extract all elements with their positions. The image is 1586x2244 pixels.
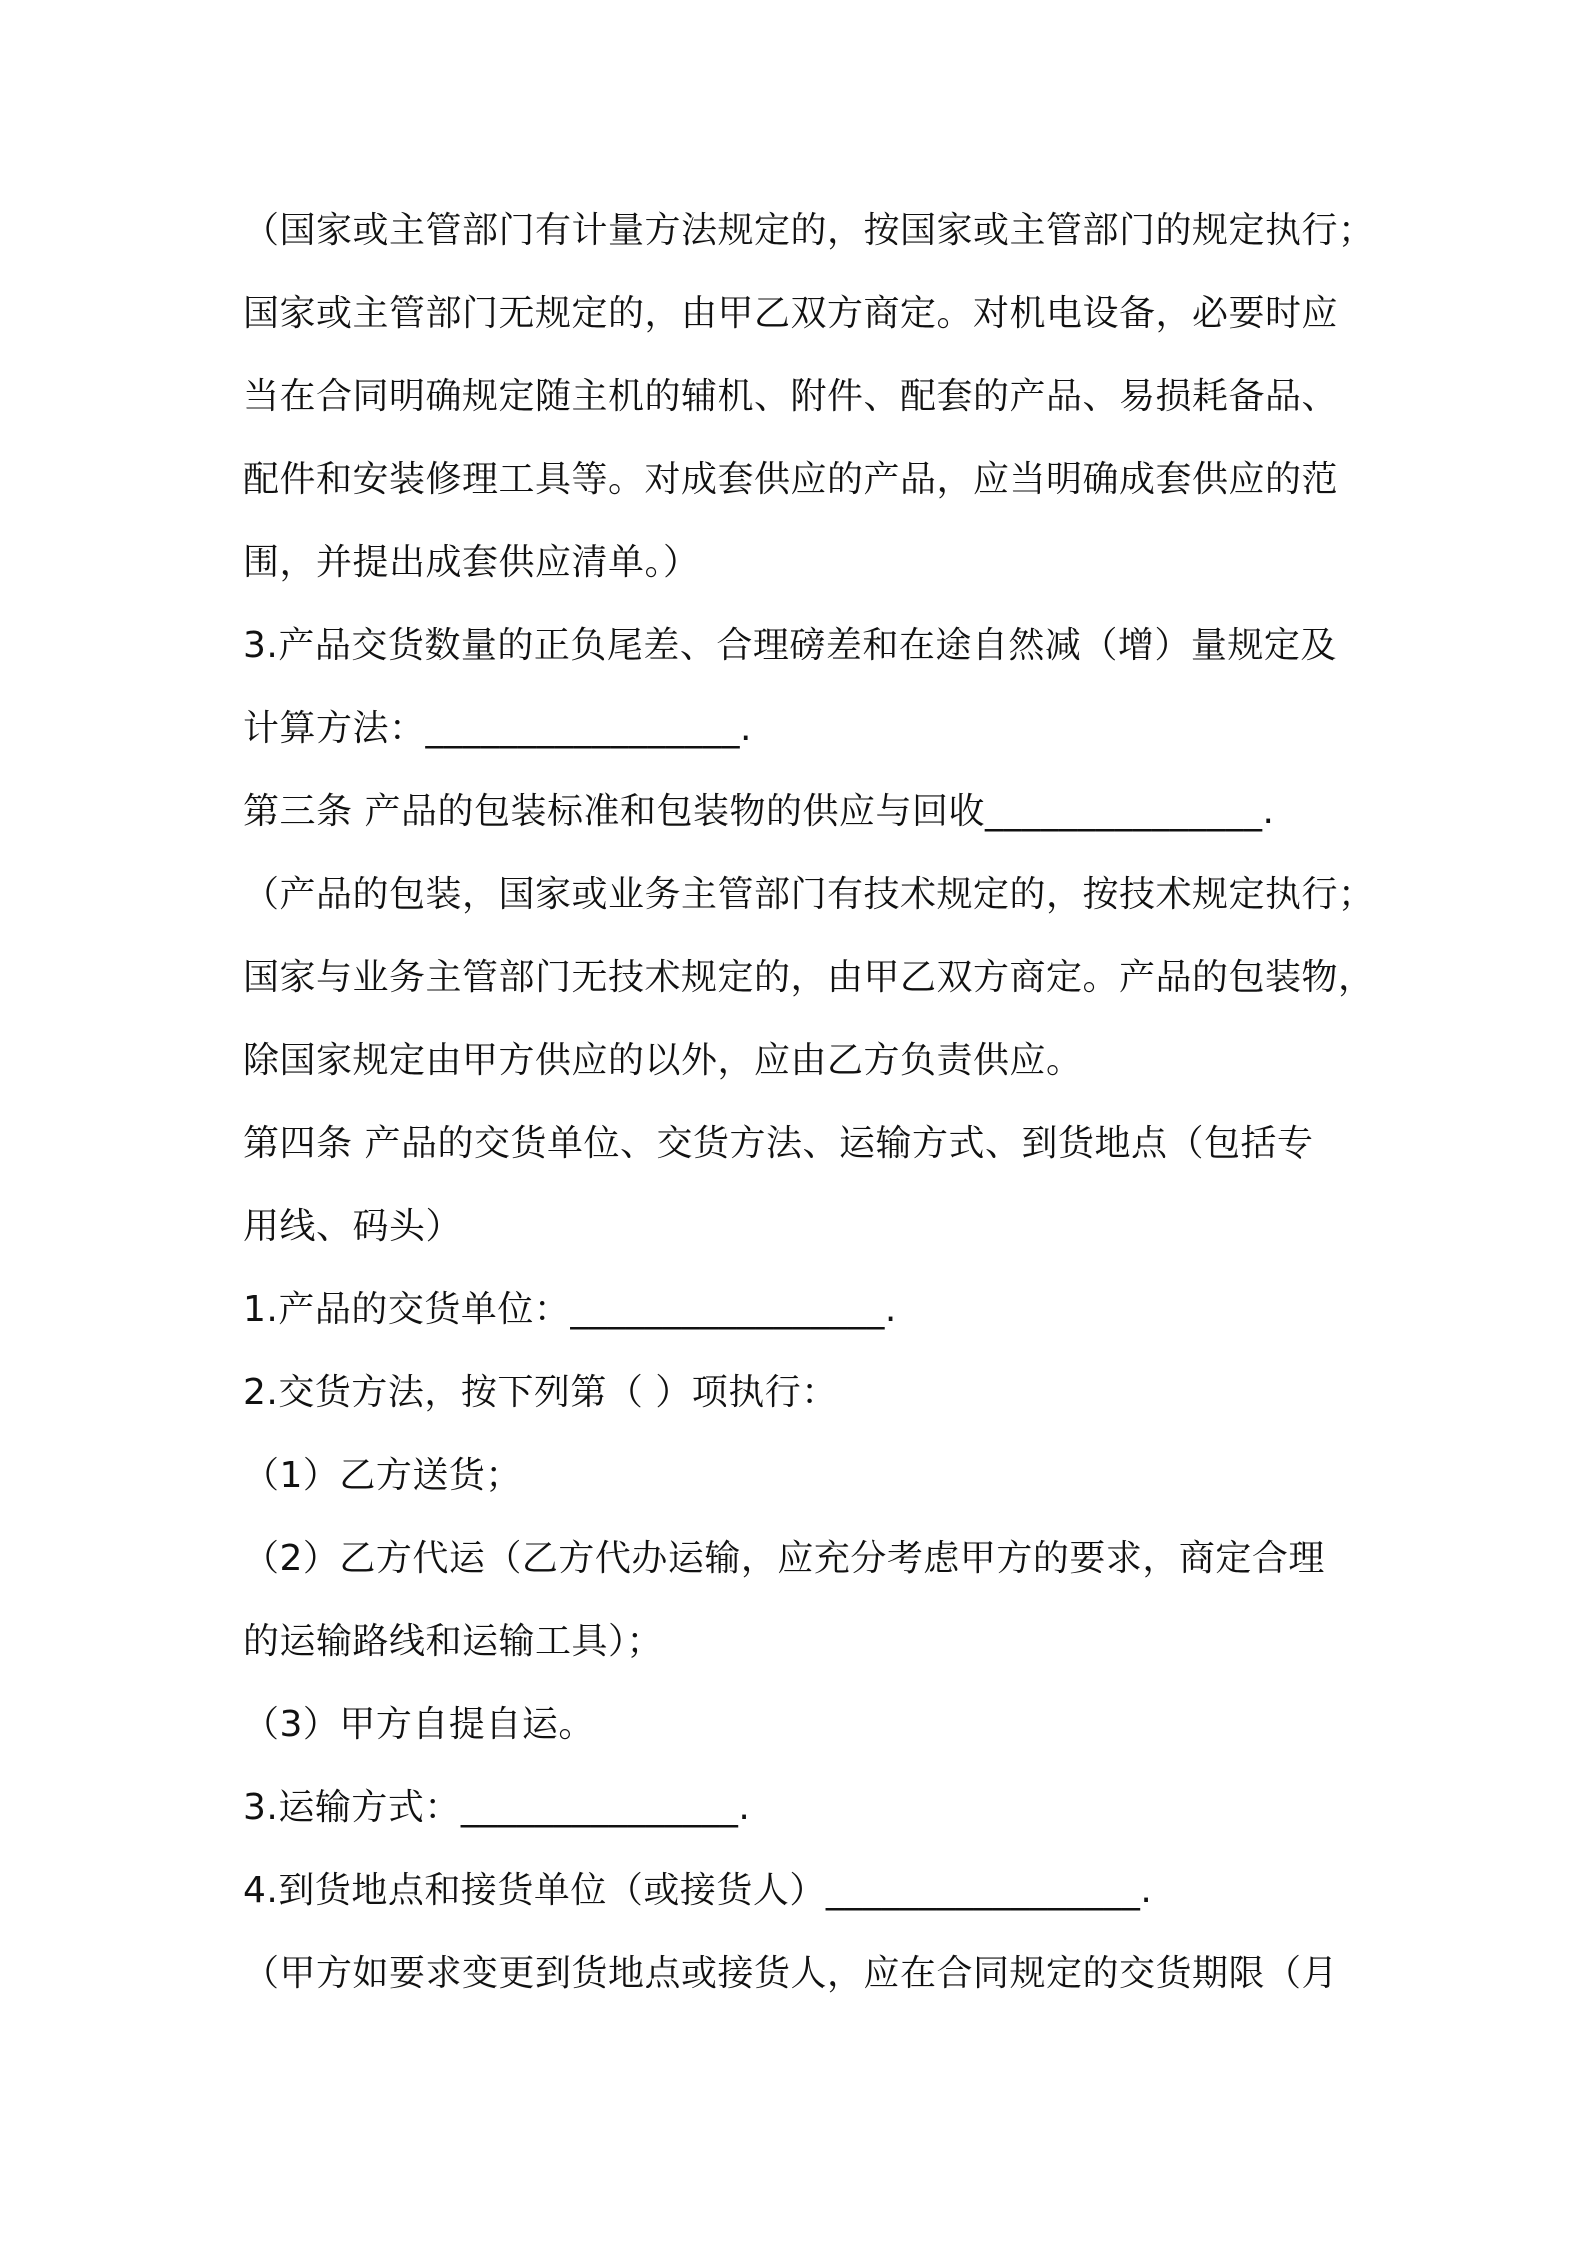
text-line: （1）乙方送货； <box>243 1455 522 1496</box>
text-line: 当在合同明确规定随主机的辅机、附件、配套的产品、易损耗备品、 <box>243 376 1339 417</box>
text-line: 3.运输方式：_______________. <box>243 1787 751 1828</box>
article-heading: 第四条 产品的交货单位、交货方法、运输方式、到货地点（包括专 <box>243 1123 1314 1164</box>
text-line: （2）乙方代运（乙方代办运输，应充分考虑甲方的要求，商定合理 <box>243 1538 1325 1579</box>
text-line: 国家或主管部门无规定的，由甲乙双方商定。对机电设备，必要时应 <box>243 293 1339 334</box>
article-heading: 第三条 产品的包装标准和包装物的供应与回收_______________. <box>243 791 1275 832</box>
text-line: 2.交货方法，按下列第（ ）项执行： <box>243 1372 838 1413</box>
text-line: （产品的包装，国家或业务主管部门有技术规定的，按技术规定执行； <box>243 874 1375 915</box>
text-line: 围，并提出成套供应清单。） <box>243 542 700 583</box>
text-line: （甲方如要求变更到货地点或接货人，应在合同规定的交货期限（月 <box>243 1953 1339 1994</box>
text-line: （国家或主管部门有计量方法规定的，按国家或主管部门的规定执行； <box>243 210 1375 251</box>
text-line: 配件和安装修理工具等。对成套供应的产品，应当明确成套供应的范 <box>243 459 1339 500</box>
text-line: 除国家规定由甲方供应的以外，应由乙方负责供应。 <box>243 1040 1083 1081</box>
text-line: （3）甲方自提自运。 <box>243 1704 595 1745</box>
text-line: 计算方法：_________________. <box>243 708 752 749</box>
text-line: 3.产品交货数量的正负尾差、合理磅差和在途自然减（增）量规定及 <box>243 625 1337 666</box>
text-line: 国家与业务主管部门无技术规定的，由甲乙双方商定。产品的包装物， <box>243 957 1375 998</box>
text-line: 用线、码头） <box>243 1206 463 1247</box>
text-line: 的运输路线和运输工具）； <box>243 1621 664 1662</box>
text-line: 1.产品的交货单位：_________________. <box>243 1289 897 1330</box>
text-line: 4.到货地点和接货单位（或接货人）_________________. <box>243 1870 1153 1911</box>
contract-text <box>243 196 1393 2022</box>
